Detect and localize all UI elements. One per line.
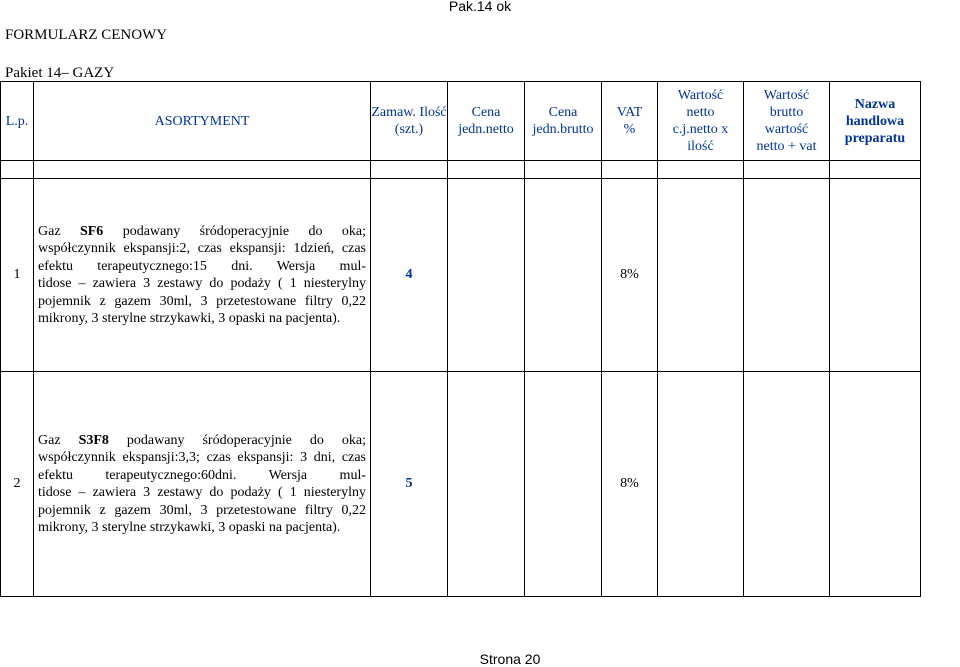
row-net-price[interactable] — [448, 179, 525, 372]
col-gross-value-line4: netto + vat — [756, 139, 817, 154]
row-lp: 2 — [1, 372, 34, 597]
col-vat-line1: VAT — [616, 105, 643, 120]
page-top-label: Pak.14 ok — [448, 0, 512, 14]
row-trade-name[interactable] — [830, 372, 921, 597]
gas-name: SF6 — [79, 223, 104, 239]
col-trade-name-line3: preparatu — [844, 130, 906, 146]
package-title: Pakiet 14– GAZY — [5, 65, 115, 81]
col-trade-name — [830, 82, 921, 161]
desc-line: mikrony, 3 sterylne strzykawki, 3 opaski na pacjenta). — [38, 311, 341, 326]
desc-line: efektu terapeutycznego:60dni. Wersja mul- — [38, 467, 366, 483]
desc-prefix: Gaz — [38, 223, 80, 239]
col-net-price — [448, 82, 525, 161]
row-qty: 4 — [371, 179, 448, 372]
row-qty: 5 — [371, 372, 448, 597]
row-trade-name[interactable] — [830, 179, 921, 372]
col-vat-line2: % — [623, 122, 636, 137]
row-gross-value[interactable] — [744, 179, 830, 372]
col-gross-value-line2: brutto — [769, 105, 804, 120]
col-lp: L.p. — [1, 82, 34, 161]
desc-line: współczynnik ekspansji:3,3; czas ekspansji: 3 dni, czas — [38, 450, 366, 465]
desc-line: pojemnik z gazem 30ml, 3 przetestowane filtry 0,22 — [38, 502, 366, 518]
col-gross-price-line1: Cena — [548, 105, 578, 120]
desc-line: pojemnik z gazem 30ml, 3 przetestowane filtry 0,22 — [38, 293, 366, 309]
col-net-value-line2: netto — [686, 105, 715, 120]
col-trade-name-line1: Nazwa — [854, 96, 896, 112]
row-gross-price[interactable] — [525, 179, 602, 372]
row-net-price[interactable] — [448, 372, 525, 597]
col-gross-value — [744, 82, 830, 161]
form-title: FORMULARZ CENOWY — [5, 27, 168, 43]
col-vat — [602, 82, 658, 161]
col-net-price-line2: jedn.netto — [458, 122, 514, 137]
desc-line: mikrony, 3 sterylne strzykawki, 3 opaski na pacjenta). — [38, 520, 341, 535]
row-gross-value[interactable] — [744, 372, 830, 597]
row-gross-price[interactable] — [525, 372, 602, 597]
row-vat: 8% — [602, 372, 658, 597]
desc-line-text: podawany śródoperacyjnie do oka; — [108, 432, 366, 448]
desc-line-text: podawany śródoperacyjnie do oka; — [103, 223, 366, 239]
col-qty-line1: Zamaw. Ilość — [371, 105, 447, 120]
col-gross-price — [525, 82, 602, 161]
desc-line — [38, 223, 366, 241]
desc-line: tidose – zawiera 3 zestawy do podaży ( 1 niesterylny — [38, 276, 366, 291]
col-net-value — [658, 82, 744, 161]
col-gross-price-line2: jedn.brutto — [532, 122, 594, 137]
col-gross-value-line3: wartość — [764, 122, 809, 137]
col-net-value-line1: Wartość — [677, 88, 724, 103]
row-lp: 1 — [1, 179, 34, 372]
col-net-value-line4: ilość — [687, 139, 714, 154]
row-description — [34, 372, 371, 597]
page-footer: Strona 20 — [479, 651, 541, 667]
col-net-price-line1: Cena — [471, 105, 501, 120]
table-row — [1, 372, 921, 597]
desc-line: współczynnik ekspansji:2, czas ekspansji: 1dzień, czas — [38, 241, 366, 256]
spacer-row — [1, 161, 921, 179]
col-qty — [371, 82, 448, 161]
col-gross-value-line1: Wartość — [763, 88, 810, 103]
table-row — [1, 179, 921, 372]
gas-name: S3F8 — [78, 432, 109, 448]
row-net-value[interactable] — [658, 372, 744, 597]
row-description — [34, 179, 371, 372]
desc-line — [38, 432, 366, 450]
desc-line: tidose – zawiera 3 zestawy do podaży ( 1 niesterylny — [38, 485, 366, 500]
col-trade-name-line2: handlowa — [845, 113, 905, 129]
col-qty-line2: (szt.) — [394, 122, 424, 137]
price-table — [0, 81, 921, 597]
desc-prefix: Gaz — [38, 432, 79, 448]
row-net-value[interactable] — [658, 179, 744, 372]
desc-line: efektu terapeutycznego:15 dni. Wersja mul- — [38, 258, 366, 274]
col-assortment: ASORTYMENT — [34, 82, 371, 161]
col-net-value-line3: c.j.netto x — [672, 122, 729, 137]
row-vat: 8% — [602, 179, 658, 372]
header-row — [1, 82, 921, 161]
